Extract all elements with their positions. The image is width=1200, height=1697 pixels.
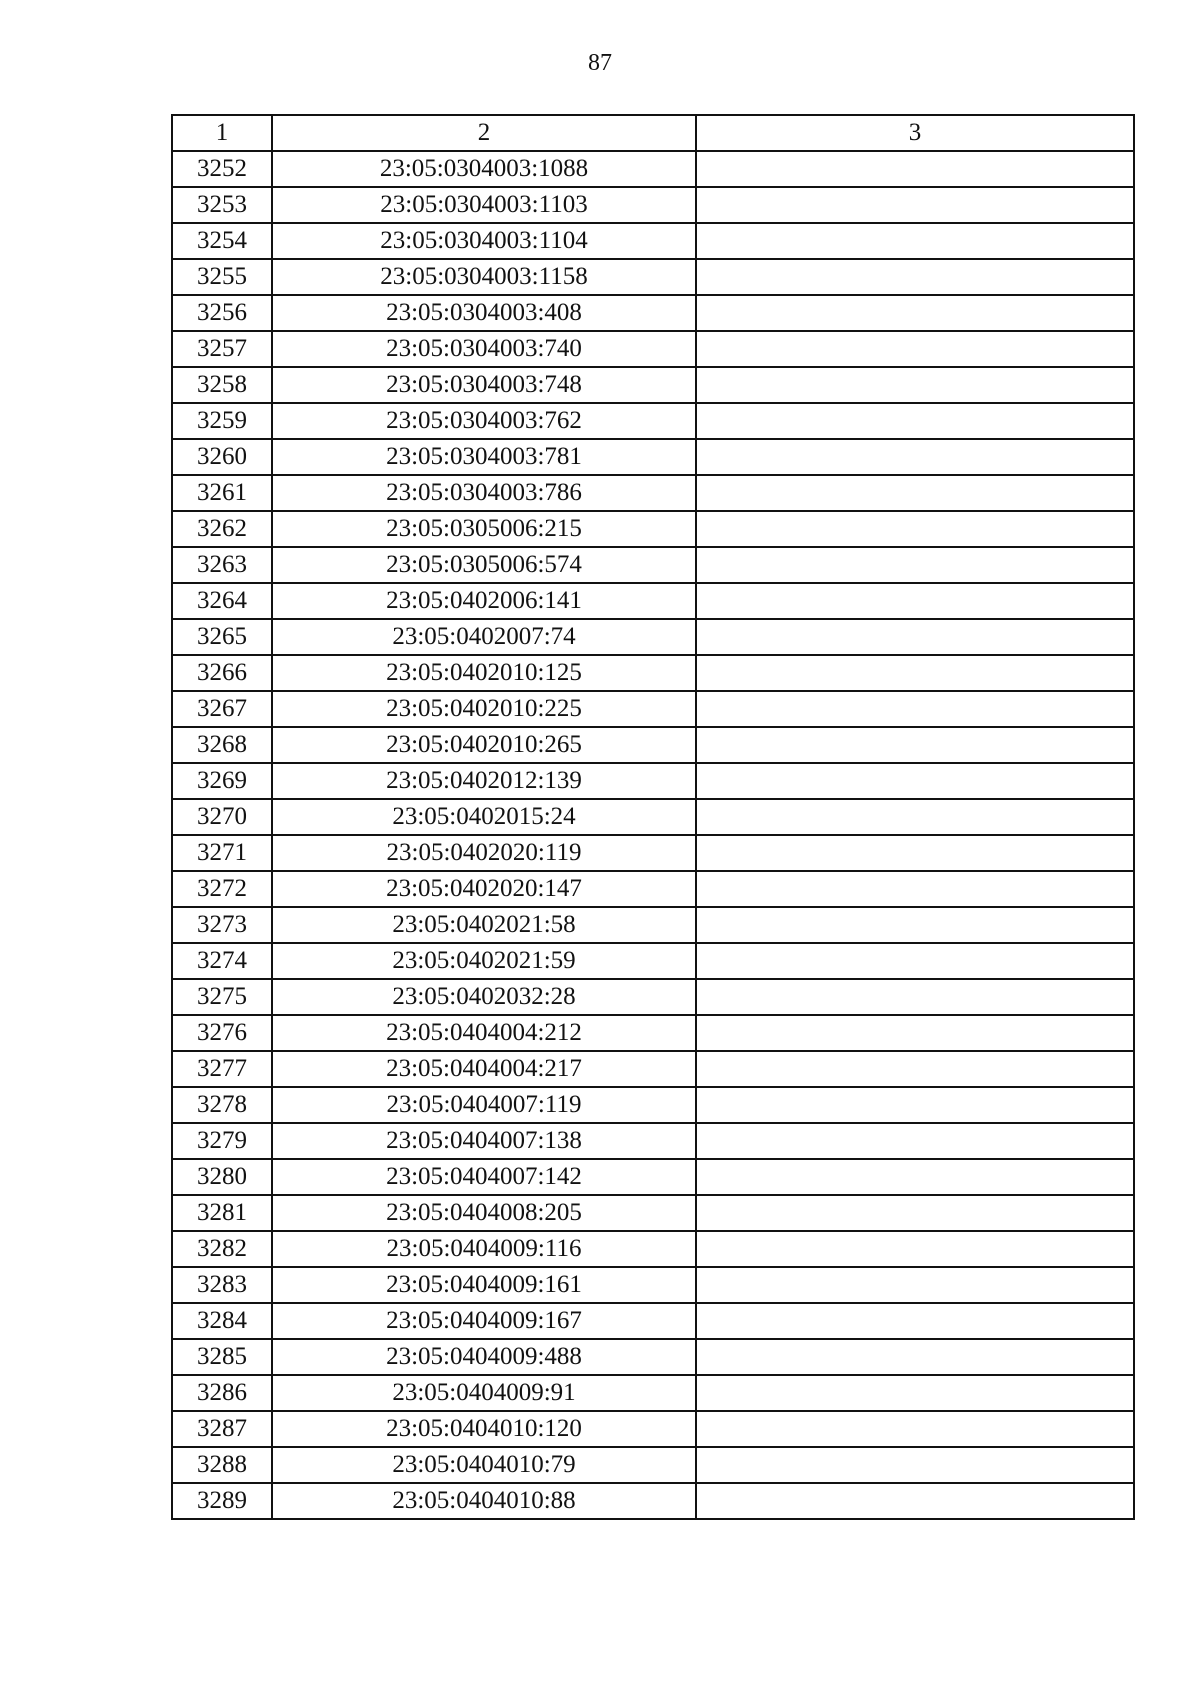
row-number-cell: 3286 [172,1375,272,1411]
table-row [172,1051,1134,1087]
table-row [172,1231,1134,1267]
row-number-cell: 3279 [172,1123,272,1159]
notes-cell [696,1087,1134,1123]
column-header-2: 2 [272,115,696,151]
cadastral-number-cell: 23:05:0404007:119 [272,1087,696,1123]
table-row [172,439,1134,475]
notes-cell [696,1375,1134,1411]
notes-cell [696,1159,1134,1195]
row-number-cell: 3271 [172,835,272,871]
notes-cell [696,1267,1134,1303]
table-row [172,547,1134,583]
row-number-cell: 3287 [172,1411,272,1447]
cadastral-number-cell: 23:05:0404010:88 [272,1483,696,1519]
notes-cell [696,691,1134,727]
cadastral-number-cell: 23:05:0402006:141 [272,583,696,619]
table-row [172,655,1134,691]
notes-cell [696,907,1134,943]
row-number-cell: 3265 [172,619,272,655]
table-row [172,799,1134,835]
row-number-cell: 3260 [172,439,272,475]
notes-cell [696,1051,1134,1087]
row-number-cell: 3262 [172,511,272,547]
table-row [172,403,1134,439]
notes-cell [696,1015,1134,1051]
table-row [172,583,1134,619]
cadastral-number-cell: 23:05:0404009:91 [272,1375,696,1411]
cadastral-number-cell: 23:05:0402020:119 [272,835,696,871]
table-row [172,763,1134,799]
cadastral-number-cell: 23:05:0402010:125 [272,655,696,691]
row-number-cell: 3270 [172,799,272,835]
table-row [172,907,1134,943]
notes-cell [696,511,1134,547]
notes-cell [696,655,1134,691]
cadastral-number-cell: 23:05:0304003:1088 [272,151,696,187]
notes-cell [696,1123,1134,1159]
notes-cell [696,619,1134,655]
notes-cell [696,259,1134,295]
notes-cell [696,367,1134,403]
cadastral-number-cell: 23:05:0304003:740 [272,331,696,367]
table-row [172,1447,1134,1483]
row-number-cell: 3269 [172,763,272,799]
cadastral-number-cell: 23:05:0404007:142 [272,1159,696,1195]
cadastral-number-cell: 23:05:0304003:1103 [272,187,696,223]
table-row [172,727,1134,763]
notes-cell [696,223,1134,259]
table-row [172,295,1134,331]
row-number-cell: 3283 [172,1267,272,1303]
notes-cell [696,979,1134,1015]
row-number-cell: 3281 [172,1195,272,1231]
cadastral-number-cell: 23:05:0404007:138 [272,1123,696,1159]
cadastral-number-cell: 23:05:0402032:28 [272,979,696,1015]
table-row [172,979,1134,1015]
row-number-cell: 3253 [172,187,272,223]
notes-cell [696,403,1134,439]
cadastral-number-cell: 23:05:0402010:265 [272,727,696,763]
cadastral-number-cell: 23:05:0404009:488 [272,1339,696,1375]
notes-cell [696,547,1134,583]
column-header-1: 1 [172,115,272,151]
notes-cell [696,943,1134,979]
notes-cell [696,331,1134,367]
table-row [172,871,1134,907]
table-header-row [172,115,1134,151]
row-number-cell: 3278 [172,1087,272,1123]
cadastral-number-cell: 23:05:0404004:217 [272,1051,696,1087]
row-number-cell: 3258 [172,367,272,403]
row-number-cell: 3280 [172,1159,272,1195]
notes-cell [696,1303,1134,1339]
row-number-cell: 3256 [172,295,272,331]
cadastral-number-cell: 23:05:0404009:161 [272,1267,696,1303]
row-number-cell: 3263 [172,547,272,583]
row-number-cell: 3285 [172,1339,272,1375]
row-number-cell: 3272 [172,871,272,907]
table-row [172,1195,1134,1231]
row-number-cell: 3252 [172,151,272,187]
row-number-cell: 3257 [172,331,272,367]
table-row [172,511,1134,547]
table-row [172,367,1134,403]
cadastral-number-cell: 23:05:0402021:58 [272,907,696,943]
cadastral-number-cell: 23:05:0404010:79 [272,1447,696,1483]
table-row [172,331,1134,367]
cadastral-table [171,114,1135,1520]
notes-cell [696,295,1134,331]
table-row [172,943,1134,979]
table-row [172,1015,1134,1051]
table-row [172,835,1134,871]
notes-cell [696,1339,1134,1375]
table-row [172,1303,1134,1339]
cadastral-number-cell: 23:05:0304003:762 [272,403,696,439]
table-row [172,223,1134,259]
notes-cell [696,475,1134,511]
row-number-cell: 3254 [172,223,272,259]
table-row [172,475,1134,511]
notes-cell [696,1195,1134,1231]
row-number-cell: 3273 [172,907,272,943]
table-row [172,1123,1134,1159]
table-row [172,1267,1134,1303]
notes-cell [696,1447,1134,1483]
table-row [172,259,1134,295]
cadastral-number-cell: 23:05:0404004:212 [272,1015,696,1051]
cadastral-number-cell: 23:05:0402015:24 [272,799,696,835]
notes-cell [696,871,1134,907]
cadastral-number-cell: 23:05:0402020:147 [272,871,696,907]
notes-cell [696,1231,1134,1267]
row-number-cell: 3268 [172,727,272,763]
notes-cell [696,439,1134,475]
row-number-cell: 3276 [172,1015,272,1051]
notes-cell [696,835,1134,871]
row-number-cell: 3274 [172,943,272,979]
cadastral-number-cell: 23:05:0402012:139 [272,763,696,799]
row-number-cell: 3255 [172,259,272,295]
notes-cell [696,1411,1134,1447]
row-number-cell: 3267 [172,691,272,727]
table-row [172,1375,1134,1411]
row-number-cell: 3284 [172,1303,272,1339]
cadastral-number-cell: 23:05:0304003:1104 [272,223,696,259]
cadastral-number-cell: 23:05:0305006:215 [272,511,696,547]
notes-cell [696,187,1134,223]
table-body [172,151,1134,1519]
row-number-cell: 3261 [172,475,272,511]
page-number: 87 [588,50,612,76]
row-number-cell: 3259 [172,403,272,439]
cadastral-number-cell: 23:05:0402007:74 [272,619,696,655]
cadastral-number-cell: 23:05:0304003:786 [272,475,696,511]
column-header-3: 3 [696,115,1134,151]
notes-cell [696,583,1134,619]
row-number-cell: 3266 [172,655,272,691]
cadastral-number-cell: 23:05:0402010:225 [272,691,696,727]
table-row [172,187,1134,223]
table-row [172,691,1134,727]
cadastral-number-cell: 23:05:0404009:167 [272,1303,696,1339]
table-row [172,1483,1134,1519]
cadastral-number-cell: 23:05:0404008:205 [272,1195,696,1231]
table-row [172,1159,1134,1195]
row-number-cell: 3275 [172,979,272,1015]
notes-cell [696,799,1134,835]
table-row [172,1339,1134,1375]
table-row [172,1411,1134,1447]
cadastral-number-cell: 23:05:0404010:120 [272,1411,696,1447]
table-row [172,1087,1134,1123]
cadastral-number-cell: 23:05:0305006:574 [272,547,696,583]
cadastral-number-cell: 23:05:0402021:59 [272,943,696,979]
notes-cell [696,763,1134,799]
notes-cell [696,727,1134,763]
notes-cell [696,151,1134,187]
notes-cell [696,1483,1134,1519]
row-number-cell: 3288 [172,1447,272,1483]
cadastral-number-cell: 23:05:0304003:748 [272,367,696,403]
cadastral-number-cell: 23:05:0304003:1158 [272,259,696,295]
cadastral-number-cell: 23:05:0304003:408 [272,295,696,331]
row-number-cell: 3277 [172,1051,272,1087]
cadastral-number-cell: 23:05:0304003:781 [272,439,696,475]
row-number-cell: 3289 [172,1483,272,1519]
table-row [172,151,1134,187]
cadastral-number-cell: 23:05:0404009:116 [272,1231,696,1267]
table-row [172,619,1134,655]
row-number-cell: 3264 [172,583,272,619]
row-number-cell: 3282 [172,1231,272,1267]
